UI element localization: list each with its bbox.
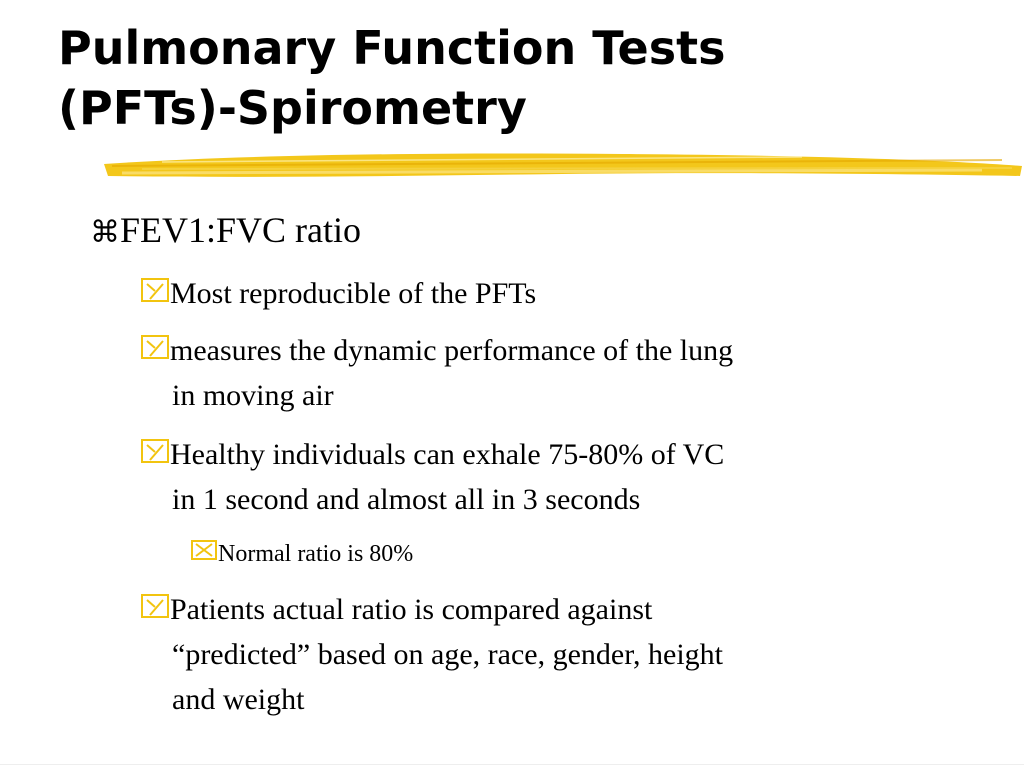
- checkbox-check-icon: [140, 593, 170, 619]
- checkbox-check-icon: [140, 277, 170, 303]
- bullet-patients-actual-ratio: [140, 587, 940, 722]
- bullet-text-continued: “predicted” based on age, race, gender, height: [172, 638, 724, 671]
- checkbox-check-icon: [140, 438, 170, 464]
- bullet-most-reproducible: [140, 271, 940, 316]
- slide-title-line-1: Pulmonary Function Tests: [58, 21, 726, 75]
- bullet-text: Normal ratio is 80%: [218, 541, 414, 567]
- bullet-text: Patients actual ratio is compared against: [170, 593, 653, 626]
- command-key-icon: ⌘: [90, 215, 120, 250]
- checkbox-x-icon: [190, 539, 218, 561]
- bullet-healthy-individuals: [140, 432, 940, 522]
- bullet-text: measures the dynamic performance of the lung: [170, 334, 734, 367]
- bullet-text-continued: in 1 second and almost all in 3 seconds: [172, 483, 641, 516]
- bullet-normal-ratio: [190, 538, 413, 570]
- slide-bottom-divider: [0, 764, 1024, 765]
- bullet-text: FEV1:FVC ratio: [120, 210, 362, 250]
- bullet-text-continued: and weight: [172, 683, 305, 716]
- bullet-text-continued: in moving air: [172, 379, 334, 412]
- slide-title-line-2: (PFTs)-Spirometry: [58, 81, 527, 135]
- bullet-text: Healthy individuals can exhale 75-80% of VC: [170, 438, 725, 471]
- bullet-text: Most reproducible of the PFTs: [170, 277, 537, 310]
- bullet-dynamic-performance: [140, 328, 940, 418]
- bullet-fev1-fvc-ratio: [90, 207, 361, 256]
- checkbox-check-icon: [140, 334, 170, 360]
